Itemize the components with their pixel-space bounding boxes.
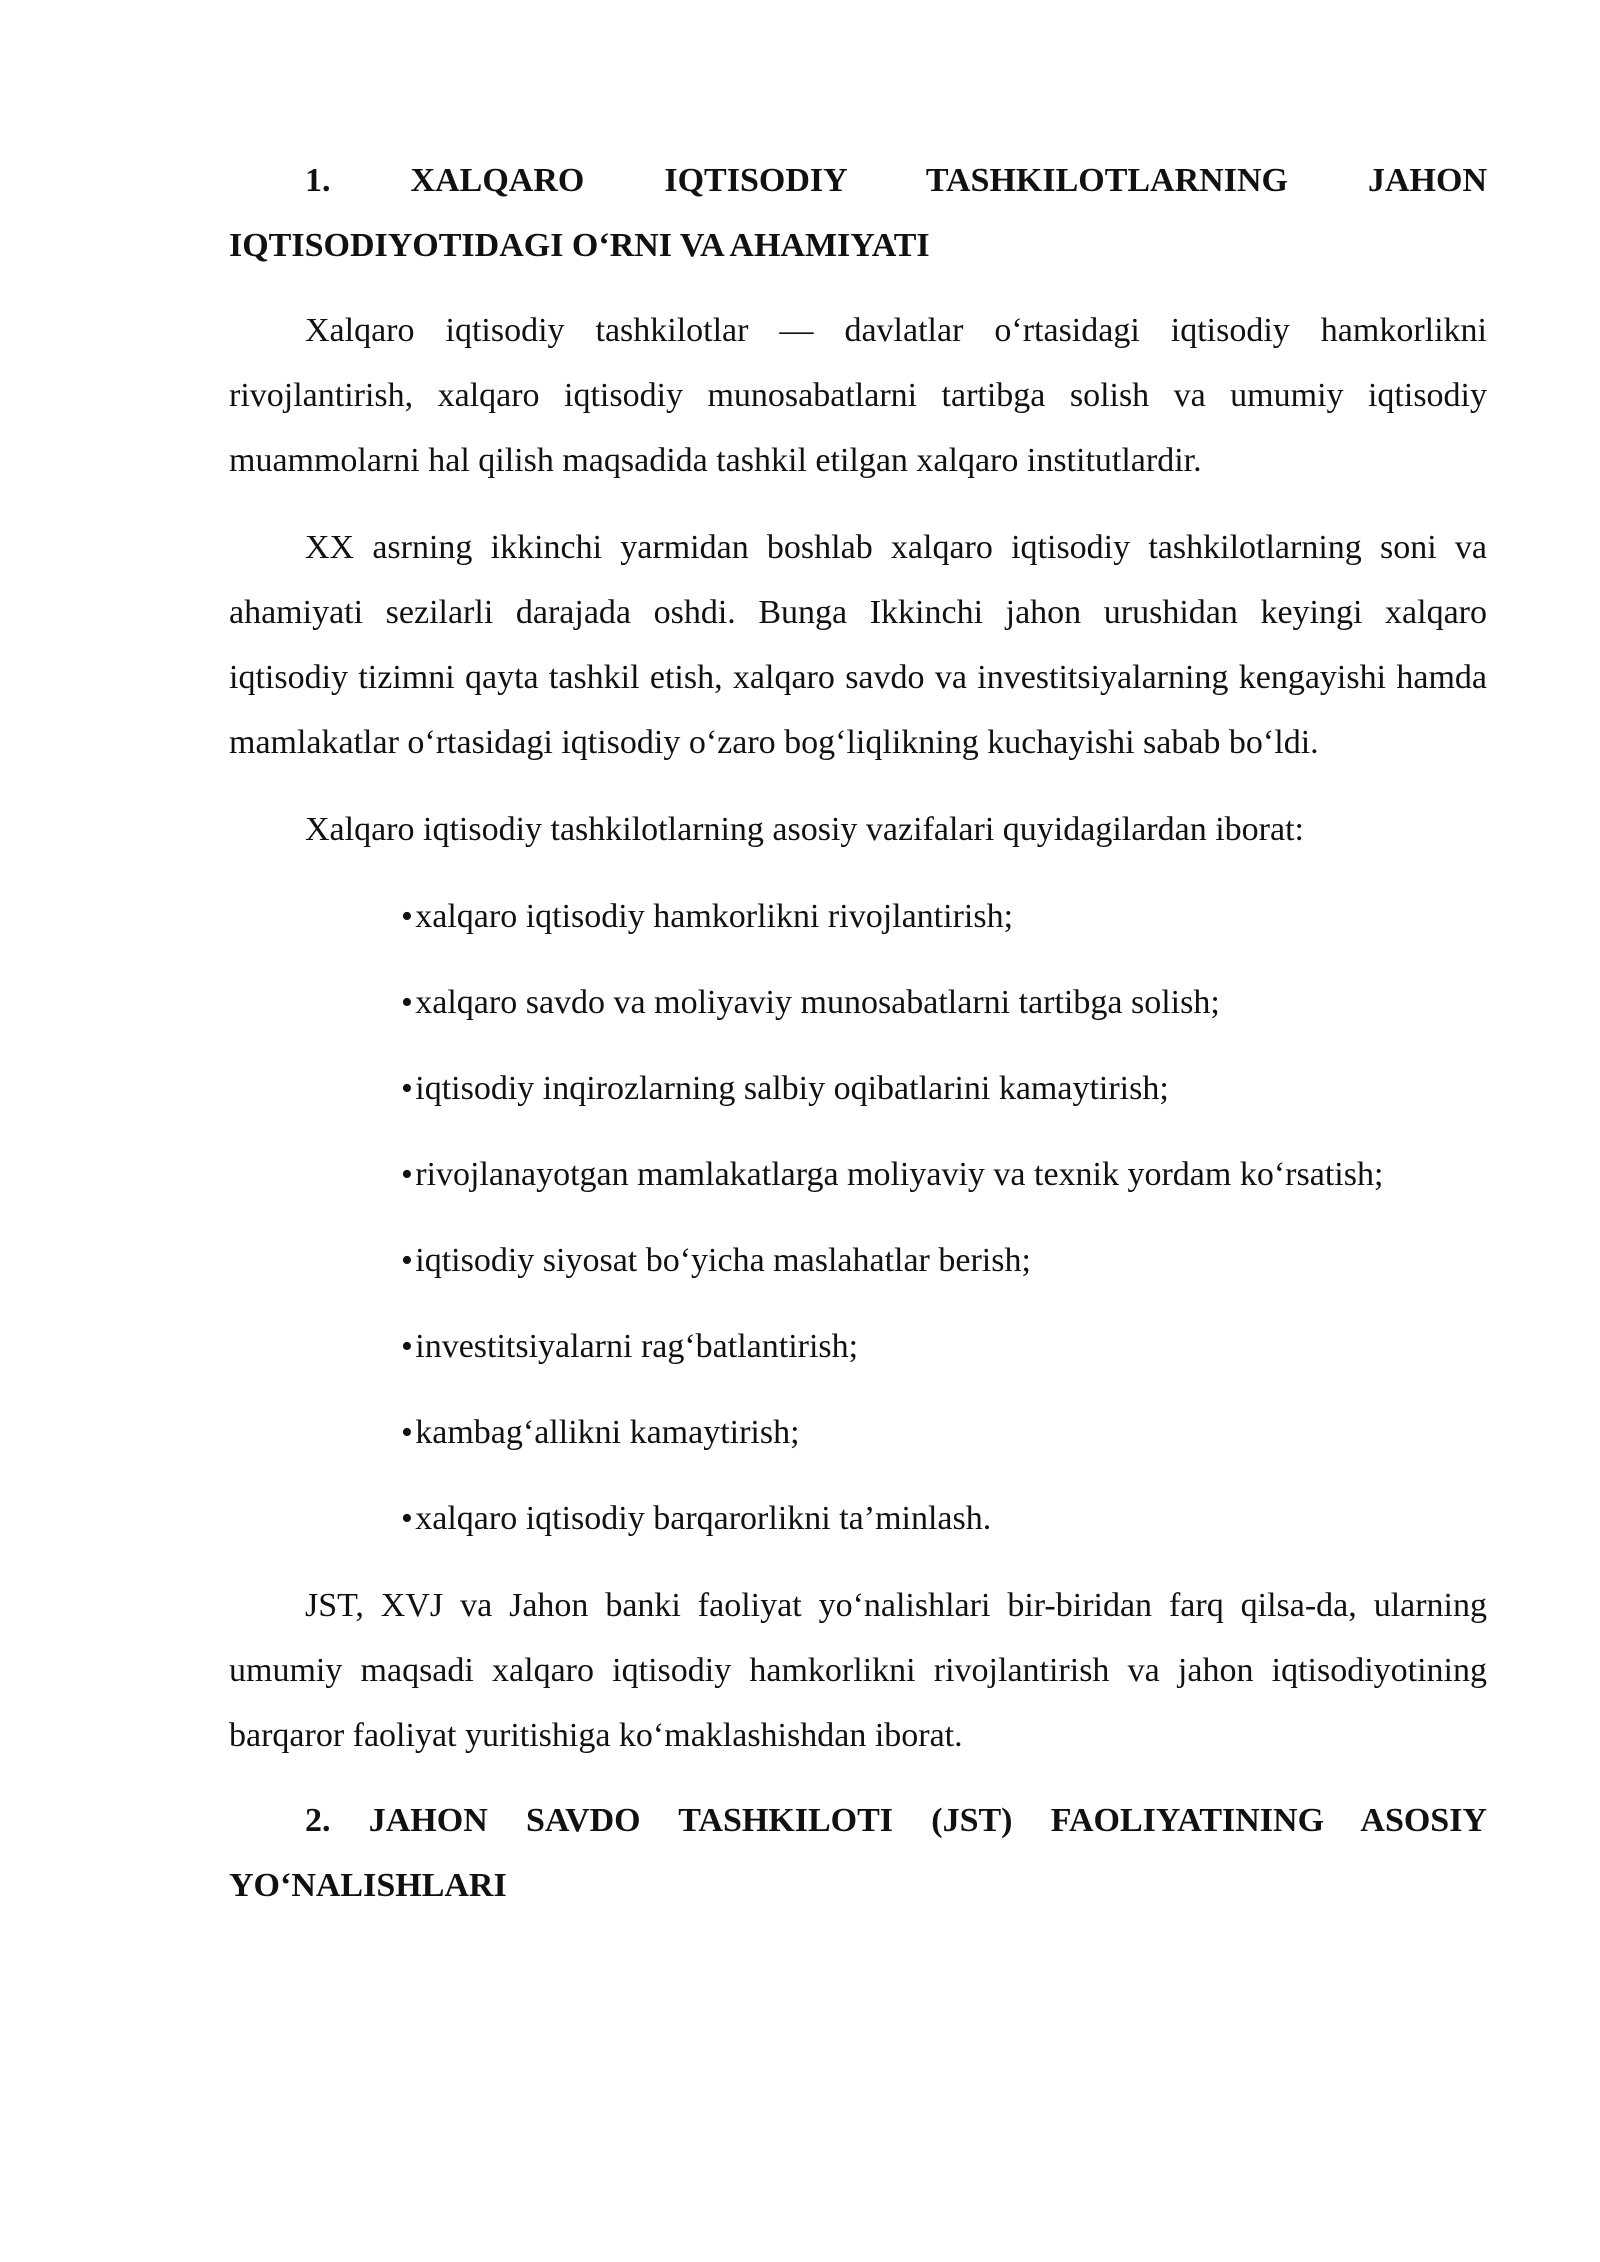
list-item-text: xalqaro iqtisodiy barqarorlikni ta’minlash. xyxy=(415,1500,992,1537)
paragraph-definition: Xalqaro iqtisodiy tashkilotlar — davlatlar o‘rtasidagi iqtisodiy hamkorlikni rivojlantirish, xalqaro iqtisodiy munosabatlarni tartibga solish va umumiy iqtisodiy muammolarni hal qilish maqsadida tashkil etilgan xalqaro institutlardir. xyxy=(229,312,1487,479)
list-item-text: xalqaro iqtisodiy hamkorlikni rivojlantirish; xyxy=(415,898,1014,935)
list-item xyxy=(229,970,1487,1035)
section-2-heading xyxy=(229,1788,1487,1918)
bullet-icon: • xyxy=(401,1328,413,1365)
list-item xyxy=(229,1228,1487,1293)
list-item xyxy=(229,1314,1487,1379)
section-1-heading xyxy=(229,148,1487,278)
list-item-text: rivojlanayotgan mamlakatlarga moliyaviy va texnik yordam ko‘rsatish; xyxy=(415,1156,1384,1193)
list-item-text: iqtisodiy inqirozlarning salbiy oqibatlarini kamaytirish; xyxy=(415,1070,1169,1107)
list-item xyxy=(229,884,1487,949)
list-item xyxy=(229,1400,1487,1465)
list-item-text: investitsiyalarni rag‘batlantirish; xyxy=(415,1328,859,1365)
list-item xyxy=(229,1056,1487,1121)
list-item xyxy=(229,1142,1487,1207)
paragraph-history: XX asrning ikkinchi yarmidan boshlab xalqaro iqtisodiy tashkilotlarning soni va ahamiyati sezilarli darajada oshdi. Bunga Ikkinchi jahon urushidan keyingi xalqaro iqtisodiy tizimni qayta tashkil etish, xalqaro savdo va investitsiyalarning kengayishi hamda mamlakatlar o‘rtasidagi iqtisodiy o‘zaro bog‘liqlikning kuchayishi sabab bo‘ldi. xyxy=(229,529,1487,761)
bullet-icon: • xyxy=(401,1070,413,1107)
list-item-text: iqtisodiy siyosat bo‘yicha maslahatlar berish; xyxy=(415,1242,1031,1279)
bullet-icon: • xyxy=(401,1414,413,1451)
bullet-icon: • xyxy=(401,1156,413,1193)
bullet-icon: • xyxy=(401,984,413,1021)
tasks-list xyxy=(229,884,1487,1551)
list-item-text: xalqaro savdo va moliyaviy munosabatlarni tartibga solish; xyxy=(415,984,1220,1021)
section-1-title: XALQARO IQTISODIY TASHKILOTLARNING JAHON IQTISODIYOTIDAGI O‘RNI VA AHAMIYATI xyxy=(229,162,1487,264)
list-item xyxy=(229,1486,1487,1551)
section-1-number: 1. xyxy=(305,162,331,199)
bullet-icon: • xyxy=(401,1500,413,1537)
section-2-title: JAHON SAVDO TASHKILOTI (JST) FAOLIYATINING ASOSIY YO‘NALISHLARI xyxy=(229,1802,1487,1904)
bullet-icon: • xyxy=(401,1242,413,1279)
document-page xyxy=(229,148,1487,1918)
section-2-number: 2. xyxy=(305,1802,331,1839)
paragraph-closing: JST, XVJ va Jahon banki faoliyat yo‘nalishlari bir-biridan farq qilsa-da, ularning umumiy maqsadi xalqaro iqtisodiy hamkorlikni rivojlantirish va jahon iqtisodiyotining barqaror faoliyat yuritishiga ko‘maklashishdan iborat. xyxy=(229,1587,1487,1754)
bullet-icon: • xyxy=(401,898,413,935)
list-item-text: kambag‘allikni kamaytirish; xyxy=(415,1414,800,1451)
paragraph-tasks-intro: Xalqaro iqtisodiy tashkilotlarning asosiy vazifalari quyidagilardan iborat: xyxy=(305,811,1304,848)
